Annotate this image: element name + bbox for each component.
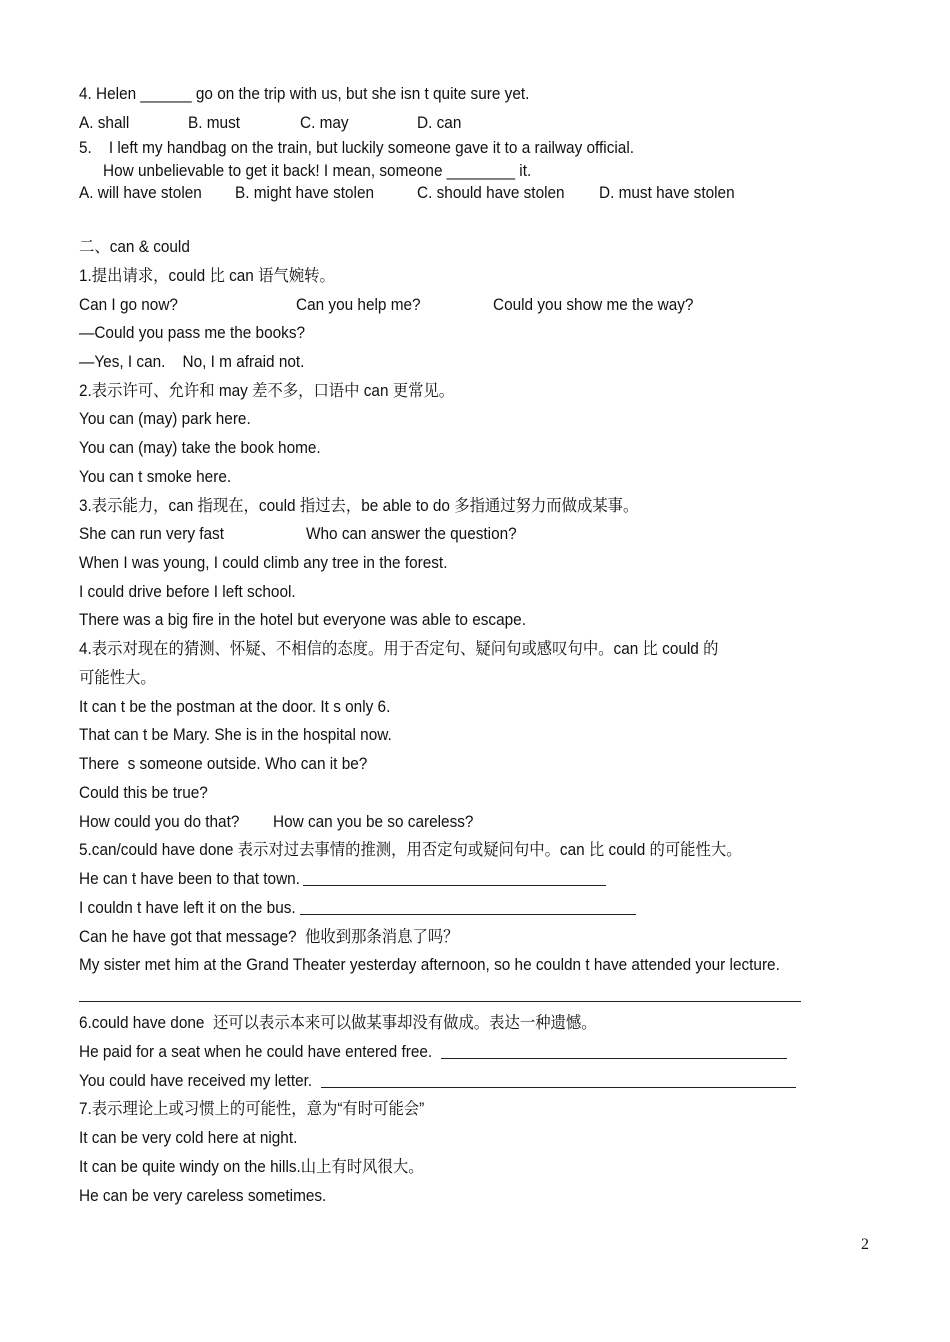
example-sentence: It can t be the postman at the door. It s only 6. — [79, 698, 391, 716]
example-sentence: How can you be so careless? — [273, 813, 474, 831]
rule-6-title: 6.could have done 还可以表示本来可以做某事却没有做成。表达一种遗憾。 — [79, 1014, 597, 1032]
example-sentence: He can be very careless sometimes. — [79, 1187, 327, 1205]
rule-4-title: 4.表示对现在的猜测、怀疑、不相信的态度。用于否定句、疑问句或感叹句中。can 比 could 的 — [79, 640, 719, 658]
option-a: A. shall — [79, 114, 130, 132]
option-b: B. must — [188, 114, 241, 132]
question-5-stem: 5. I left my handbag on the train, but luckily someone gave it to a railway official. — [79, 139, 634, 157]
example-sentence: You can (may) take the book home. — [79, 439, 321, 457]
rule-1-title: 1.提出请求，could 比 can 语气婉转。 — [79, 267, 335, 285]
example-sentence: She can run very fast — [79, 525, 225, 543]
example-sentence: You could have received my letter. — [79, 1072, 313, 1090]
option-c: C. should have stolen — [417, 184, 565, 202]
rule-2-title: 2.表示许可、允许和 may 差不多，口语中 can 更常见。 — [79, 382, 455, 400]
example-sentence: That can t be Mary. She is in the hospital now. — [79, 726, 392, 744]
example-sentence: Can I go now? — [79, 296, 178, 314]
example-sentence: I could drive before I left school. — [79, 583, 296, 601]
example-sentence: It can be quite windy on the hills.山上有时风很大。 — [79, 1158, 424, 1176]
rule-4-title-line2: 可能性大。 — [79, 669, 156, 687]
translation-blank — [441, 1058, 787, 1059]
example-sentence: It can be very cold here at night. — [79, 1129, 298, 1147]
example-sentence: There was a big fire in the hotel but everyone was able to escape. — [79, 611, 526, 629]
option-a: A. will have stolen — [79, 184, 202, 202]
rule-5-title: 5.can/could have done 表示对过去事情的推测，用否定句或疑问句中。can 比 could 的可能性大。 — [79, 841, 742, 859]
example-sentence: When I was young, I could climb any tree in the forest. — [79, 554, 448, 572]
example-sentence: Can he have got that message? 他收到那条消息了吗？ — [79, 928, 459, 946]
example-sentence: He can t have been to that town. — [79, 870, 300, 888]
question-5-stem-line2: How unbelievable to get it back! I mean, someone ________ it. — [103, 162, 532, 180]
example-sentence: Could you show me the way? — [493, 296, 694, 314]
dialog-line: —Yes, I can. No, I m afraid not. — [79, 353, 305, 371]
dialog-line: —Could you pass me the books? — [79, 324, 306, 342]
example-sentence: There s someone outside. Who can it be? — [79, 755, 368, 773]
example-sentence: I couldn t have left it on the bus. — [79, 899, 296, 917]
translation-blank — [321, 1087, 796, 1088]
example-sentence: Could this be true? — [79, 784, 208, 802]
example-sentence: He paid for a seat when he could have entered free. — [79, 1043, 433, 1061]
example-sentence: Can you help me? — [296, 296, 421, 314]
rule-7-title: 7.表示理论上或习惯上的可能性，意为“有时可能会” — [79, 1100, 425, 1118]
translation-blank — [79, 1001, 801, 1002]
example-sentence: My sister met him at the Grand Theater yesterday afternoon, so he couldn t have attended your lecture. — [79, 956, 780, 974]
question-4-stem: 4. Helen ______ go on the trip with us, but she isn t quite sure yet. — [79, 85, 530, 103]
rule-3-title: 3.表示能力，can 指现在，could 指过去，be able to do 多指通过努力而做成某事。 — [79, 497, 639, 515]
option-b: B. might have stolen — [235, 184, 375, 202]
option-d: D. must have stolen — [599, 184, 735, 202]
translation-blank — [300, 914, 636, 915]
example-sentence: You can t smoke here. — [79, 468, 232, 486]
option-c: C. may — [300, 114, 349, 132]
page-number: 2 — [861, 1236, 869, 1253]
option-d: D. can — [417, 114, 462, 132]
example-sentence: How could you do that? — [79, 813, 240, 831]
section-heading: 二、can & could — [79, 238, 190, 256]
example-sentence: You can (may) park here. — [79, 410, 251, 428]
example-sentence: Who can answer the question? — [306, 525, 517, 543]
translation-blank — [303, 885, 606, 886]
